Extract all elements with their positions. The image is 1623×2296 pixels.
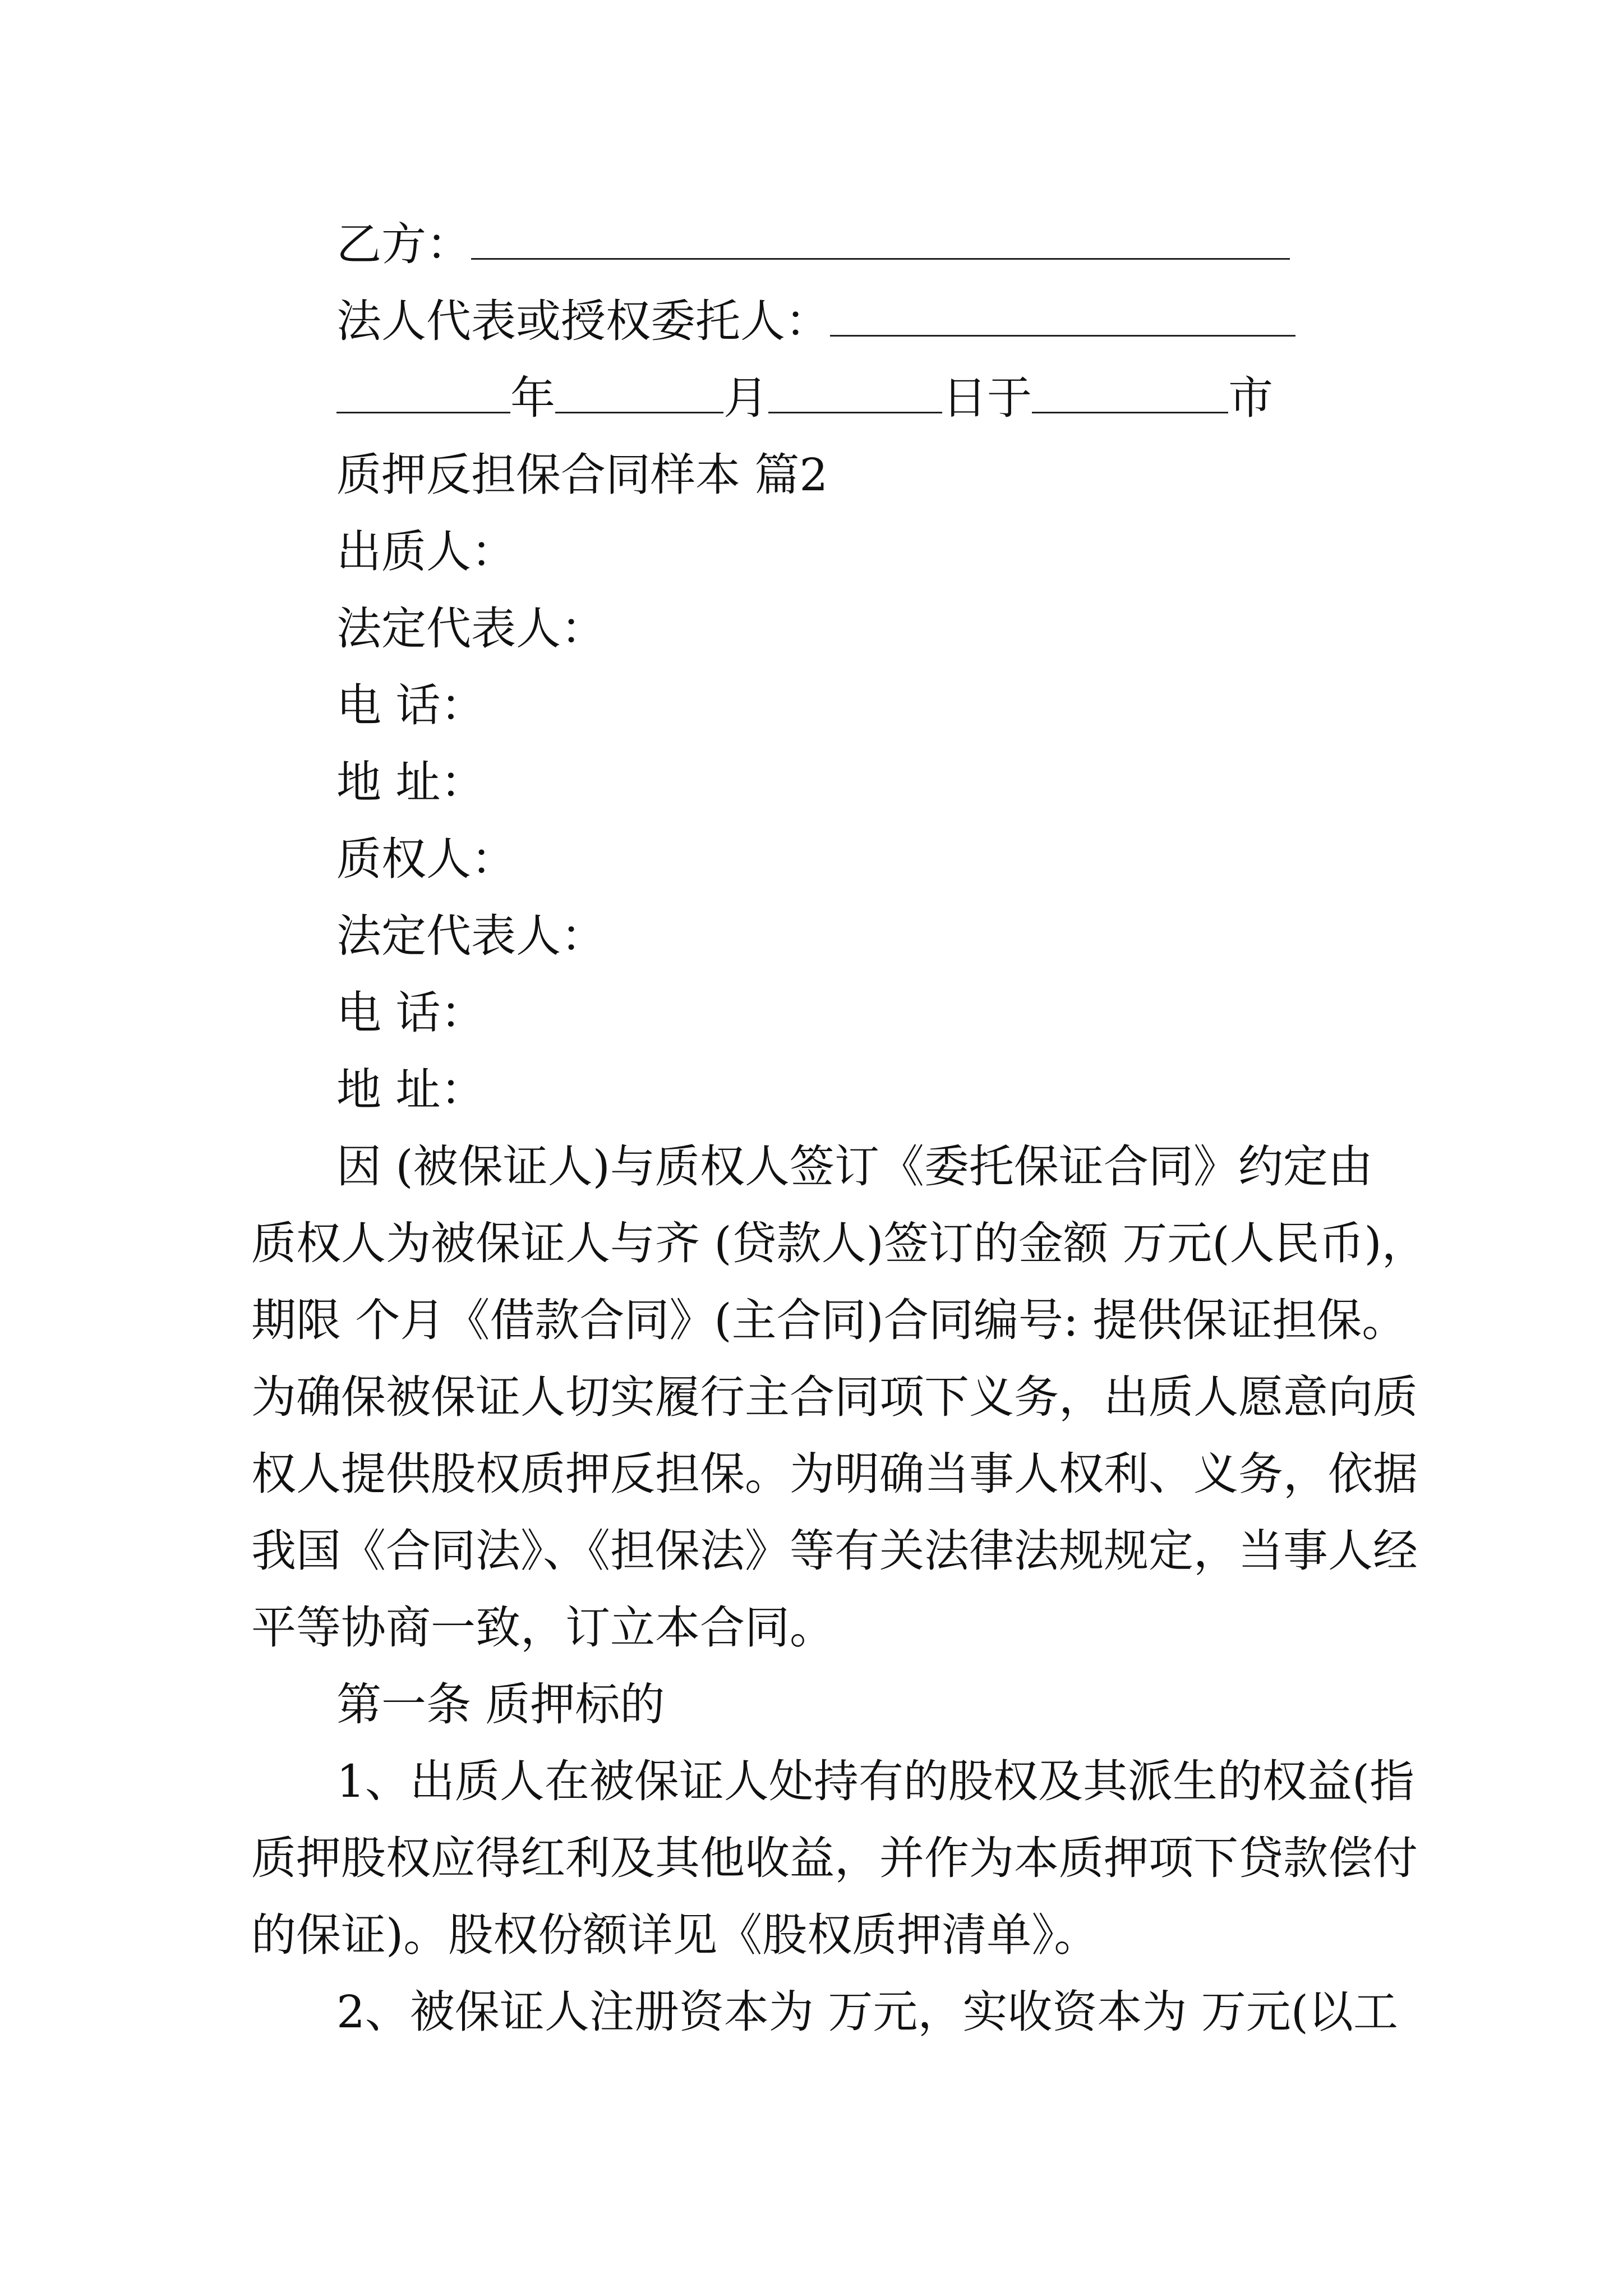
preamble-line: 我国《合同法》、《担保法》等有关法律法规规定，当事人经 bbox=[251, 1525, 1418, 1577]
pledgee-legal-rep: 法定代表人： bbox=[336, 910, 606, 962]
pledgor-legal-rep: 法定代表人： bbox=[336, 602, 606, 655]
rep-line bbox=[336, 295, 1295, 348]
party-b-line bbox=[336, 218, 1290, 272]
day-blank[interactable] bbox=[768, 372, 942, 413]
rep-label: 法人代表或授权委托人： bbox=[336, 295, 830, 347]
party-b-blank[interactable] bbox=[471, 219, 1290, 260]
clause-2-line: 2、被保证人注册资本为 万元，实收资本为 万元(以工 bbox=[336, 1986, 1398, 2038]
preamble-line: 为确保被保证人切实履行主合同项下义务，出质人愿意向质 bbox=[251, 1371, 1418, 1423]
preamble-line: 质权人为被保证人与齐 (贷款人)签订的金额 万元(人民币)， bbox=[251, 1217, 1427, 1269]
date-line bbox=[336, 371, 1273, 425]
clause-1-line: 1、出质人在被保证人处持有的股权及其派生的权益(指 bbox=[336, 1755, 1415, 1807]
rep-blank[interactable] bbox=[830, 296, 1295, 337]
month-blank[interactable] bbox=[555, 372, 723, 413]
date-year-label: 年 bbox=[510, 372, 555, 424]
pledgor-phone: 电 话： bbox=[336, 679, 486, 731]
date-city-label: 市 bbox=[1228, 372, 1273, 424]
clause-1-line: 的保证)。股权份额详见《股权质押清单》。 bbox=[251, 1909, 1099, 1961]
preamble-line: 因 (被保证人)与质权人签订《委托保证合同》约定由 bbox=[336, 1140, 1373, 1193]
pledgor-address: 地 址： bbox=[336, 756, 486, 808]
clause-1-line: 质押股权应得红利及其他收益，并作为本质押项下贷款偿付 bbox=[251, 1832, 1418, 1884]
year-blank[interactable] bbox=[336, 372, 510, 413]
city-blank[interactable] bbox=[1032, 372, 1228, 413]
article-1-heading: 第一条 质押标的 bbox=[336, 1678, 665, 1731]
date-day-label: 日于 bbox=[942, 372, 1032, 424]
party-b-label: 乙方： bbox=[336, 218, 471, 270]
section-title: 质押反担保合同样本 篇2 bbox=[336, 449, 828, 501]
pledgor-label: 出质人： bbox=[336, 526, 516, 578]
preamble-line: 期限 个月《借款合同》(主合同)合同编号: 提供保证担保。 bbox=[251, 1294, 1407, 1346]
preamble-line: 权人提供股权质押反担保。为明确当事人权利、义务，依据 bbox=[251, 1448, 1418, 1500]
pledgee-address: 地 址： bbox=[336, 1064, 486, 1116]
pledgee-label: 质权人： bbox=[336, 833, 516, 885]
preamble-line: 平等协商一致，订立本合同。 bbox=[251, 1602, 834, 1654]
pledgee-phone: 电 话： bbox=[336, 987, 486, 1039]
date-month-label: 月 bbox=[723, 372, 768, 424]
